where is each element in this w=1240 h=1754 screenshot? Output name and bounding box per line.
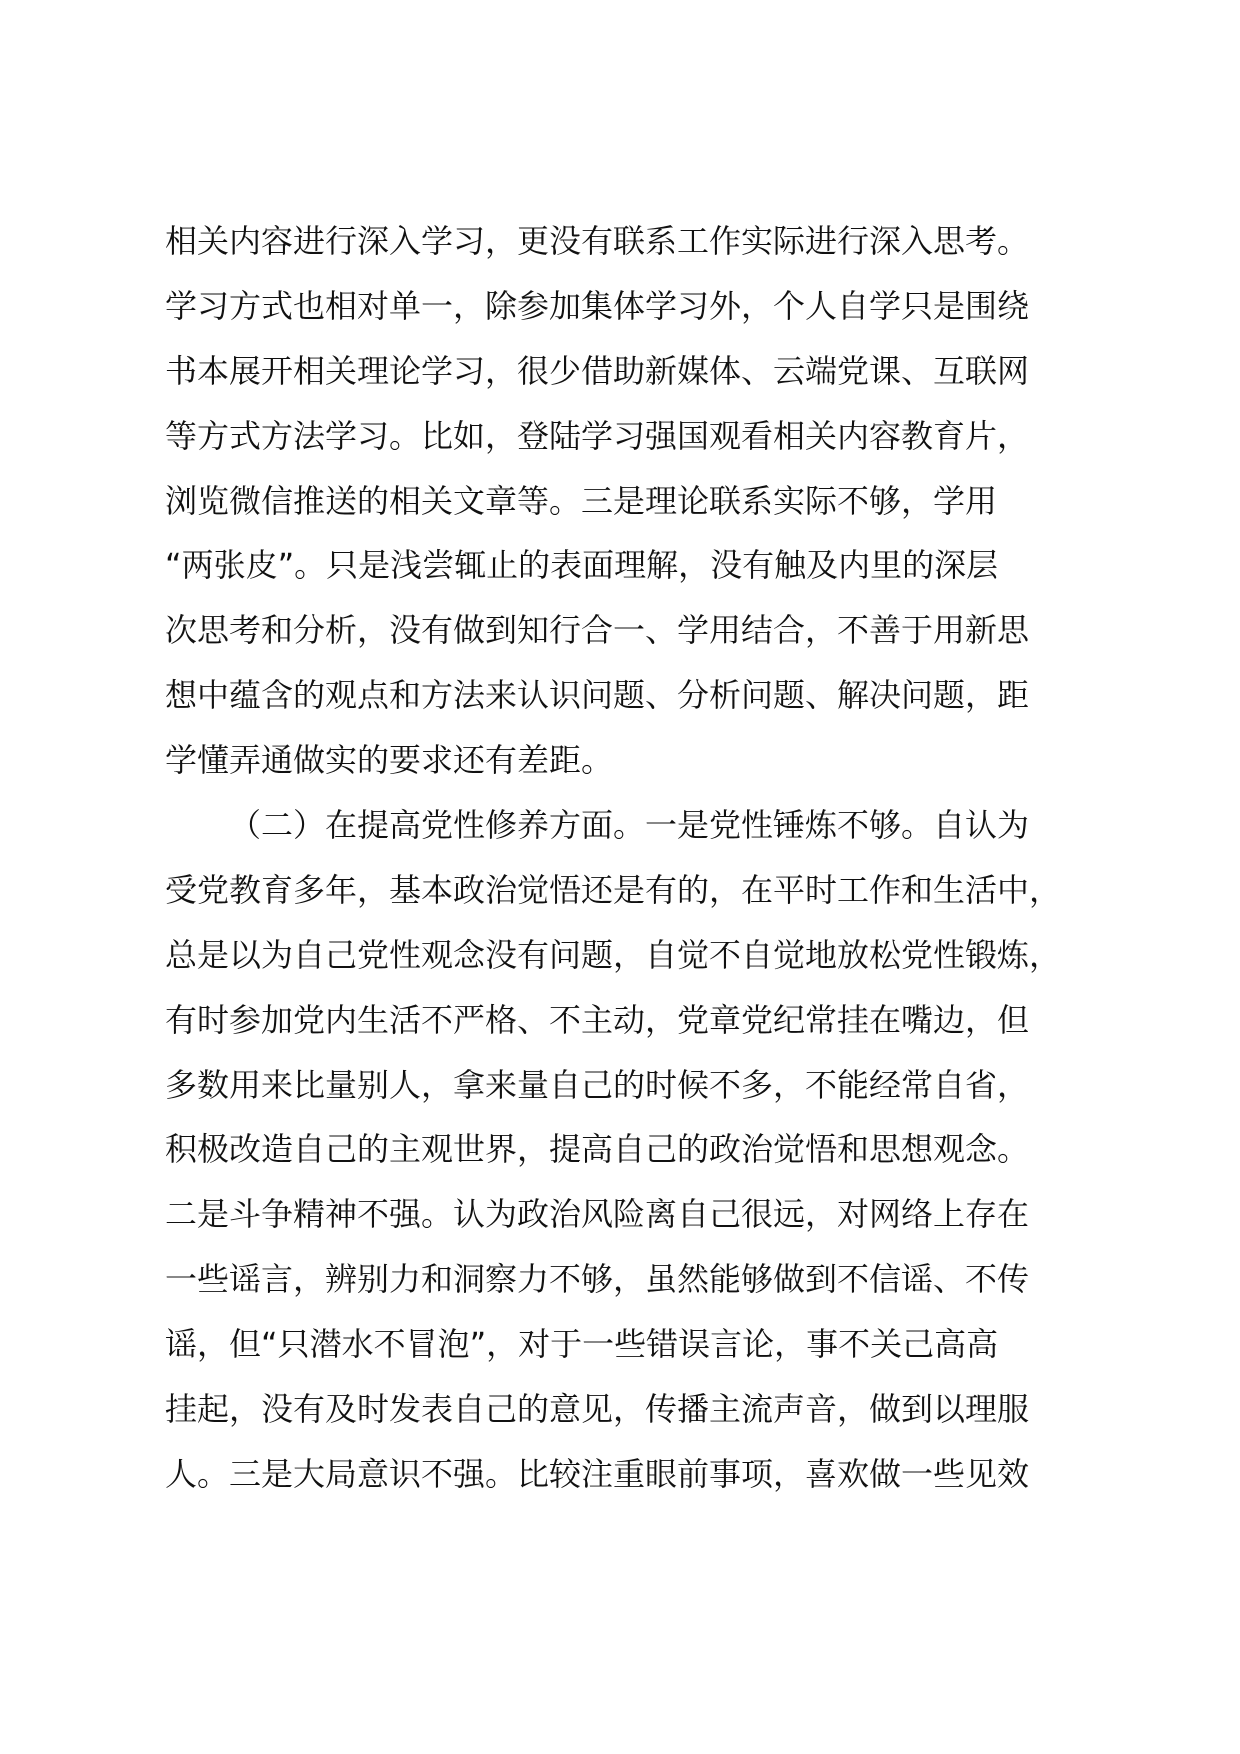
text-line: 次思考和分析，没有做到知行合一、学用结合，不善于用新思 bbox=[165, 611, 1030, 650]
text-line: 相关内容进行深入学习，更没有联系工作实际进行深入思考。 bbox=[165, 222, 1030, 260]
text-line: 浏览微信推送的相关文章等。三是理论联系实际不够，学用 bbox=[165, 481, 998, 520]
text-line: 有时参加党内生活不严格、不主动，党章党纪常挂在嘴边，但 bbox=[165, 1000, 1030, 1039]
text-line: 总是以为自己党性观念没有问题，自觉不自觉地放松党性锻炼， bbox=[165, 935, 1062, 974]
text-line: 积极改造自己的主观世界，提高自己的政治觉悟和思想观念。 bbox=[165, 1130, 1030, 1169]
text-line: 学习方式也相对单一，除参加集体学习外，个人自学只是围绕 bbox=[165, 286, 1030, 325]
text-line: “两张皮”。只是浅尝辄止的表面理解，没有触及内里的深层 bbox=[165, 546, 999, 585]
text-line: 人。三是大局意识不强。比较注重眼前事项，喜欢做一些见效 bbox=[165, 1454, 1030, 1493]
text-line: 想中蕴含的观点和方法来认识问题、分析问题、解决问题，距 bbox=[165, 676, 1030, 715]
text-line: 一些谣言，辨别力和洞察力不够，虽然能够做到不信谣、不传 bbox=[165, 1260, 1030, 1299]
section-heading-line: （二）在提高党性修养方面。一是党性锤炼不够。自认为 bbox=[229, 806, 1030, 845]
text-line: 等方式方法学习。比如，登陆学习强国观看相关内容教育片， bbox=[165, 416, 1030, 455]
text-line: 二是斗争精神不强。认为政治风险离自己很远，对网络上存在 bbox=[165, 1195, 1030, 1234]
text-line: 挂起，没有及时发表自己的意见，传播主流声音，做到以理服 bbox=[165, 1390, 1030, 1429]
text-line: 受党教育多年，基本政治觉悟还是有的，在平时工作和生活中， bbox=[165, 870, 1062, 909]
body-text bbox=[165, 209, 1105, 1507]
text-line: 谣，但“只潜水不冒泡”，对于一些错误言论，事不关己高高 bbox=[165, 1325, 999, 1364]
text-line: 多数用来比量别人，拿来量自己的时候不多，不能经常自省， bbox=[165, 1065, 1030, 1104]
text-line: 书本展开相关理论学习，很少借助新媒体、云端党课、互联网 bbox=[165, 351, 1030, 390]
text-line: 学懂弄通做实的要求还有差距。 bbox=[165, 741, 614, 780]
